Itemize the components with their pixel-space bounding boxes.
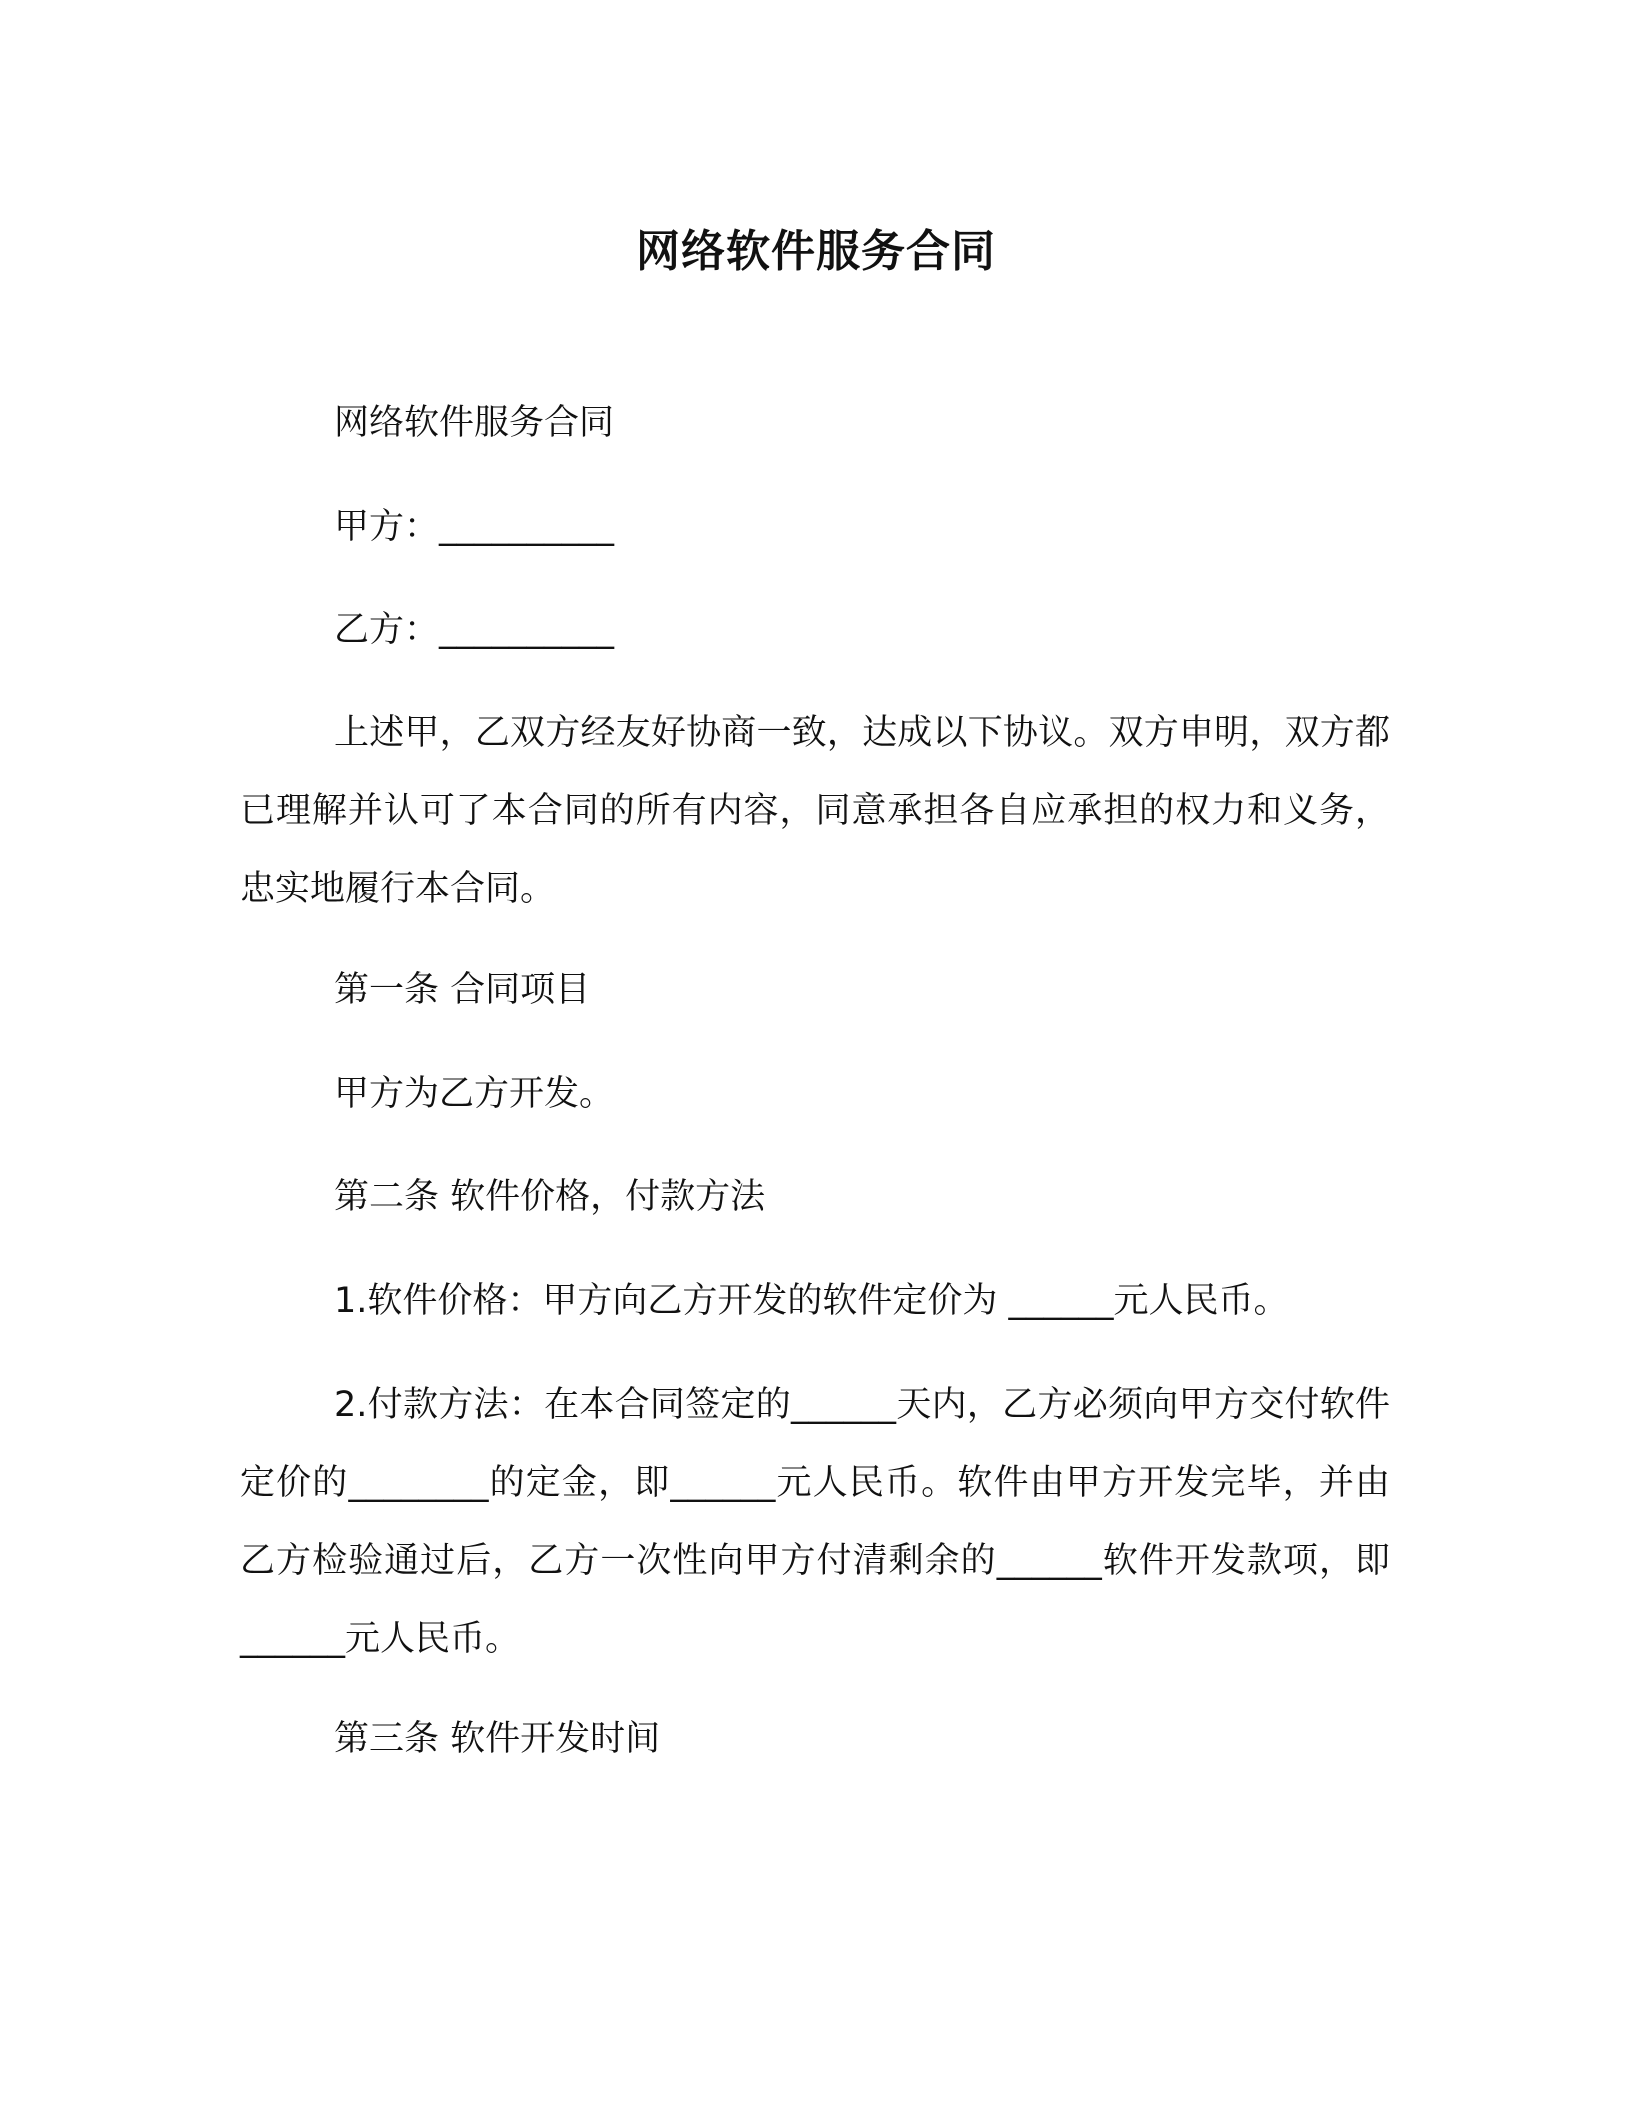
article-1-body: 甲方为乙方开发。 (334, 1074, 615, 1114)
preamble-paragraph: 上述甲，乙双方经友好协商一致，达成以下协议。双方申明，双方都已理解并认可了本合同的所有内容，同意承担各自应承担的权力和义务，忠实地履行本合同。 (240, 713, 1390, 909)
article-3-heading: 第三条 软件开发时间 (334, 1719, 661, 1759)
party-a-line: 甲方：__________ (334, 507, 615, 547)
article-2-heading: 第二条 软件价格，付款方法 (334, 1177, 766, 1217)
article-1-heading: 第一条 合同项目 (334, 970, 591, 1010)
contract-subtitle: 网络软件服务合同 (334, 403, 615, 443)
party-b-line: 乙方：__________ (334, 610, 615, 650)
article-2-item-price: 1.软件价格：甲方向乙方开发的软件定价为 ______元人民币。 (334, 1281, 1289, 1321)
article-2-item-payment: 2.付款方法：在本合同签定的______天内，乙方必须向甲方交付软件定价的________的定金，即______元人民币。软件由甲方开发完毕，并由乙方检验通过后，乙方一次性向甲方付清剩余的______软件开发款项，即______元人民币。 (240, 1385, 1390, 1659)
document-title: 网络软件服务合同 (636, 226, 996, 277)
